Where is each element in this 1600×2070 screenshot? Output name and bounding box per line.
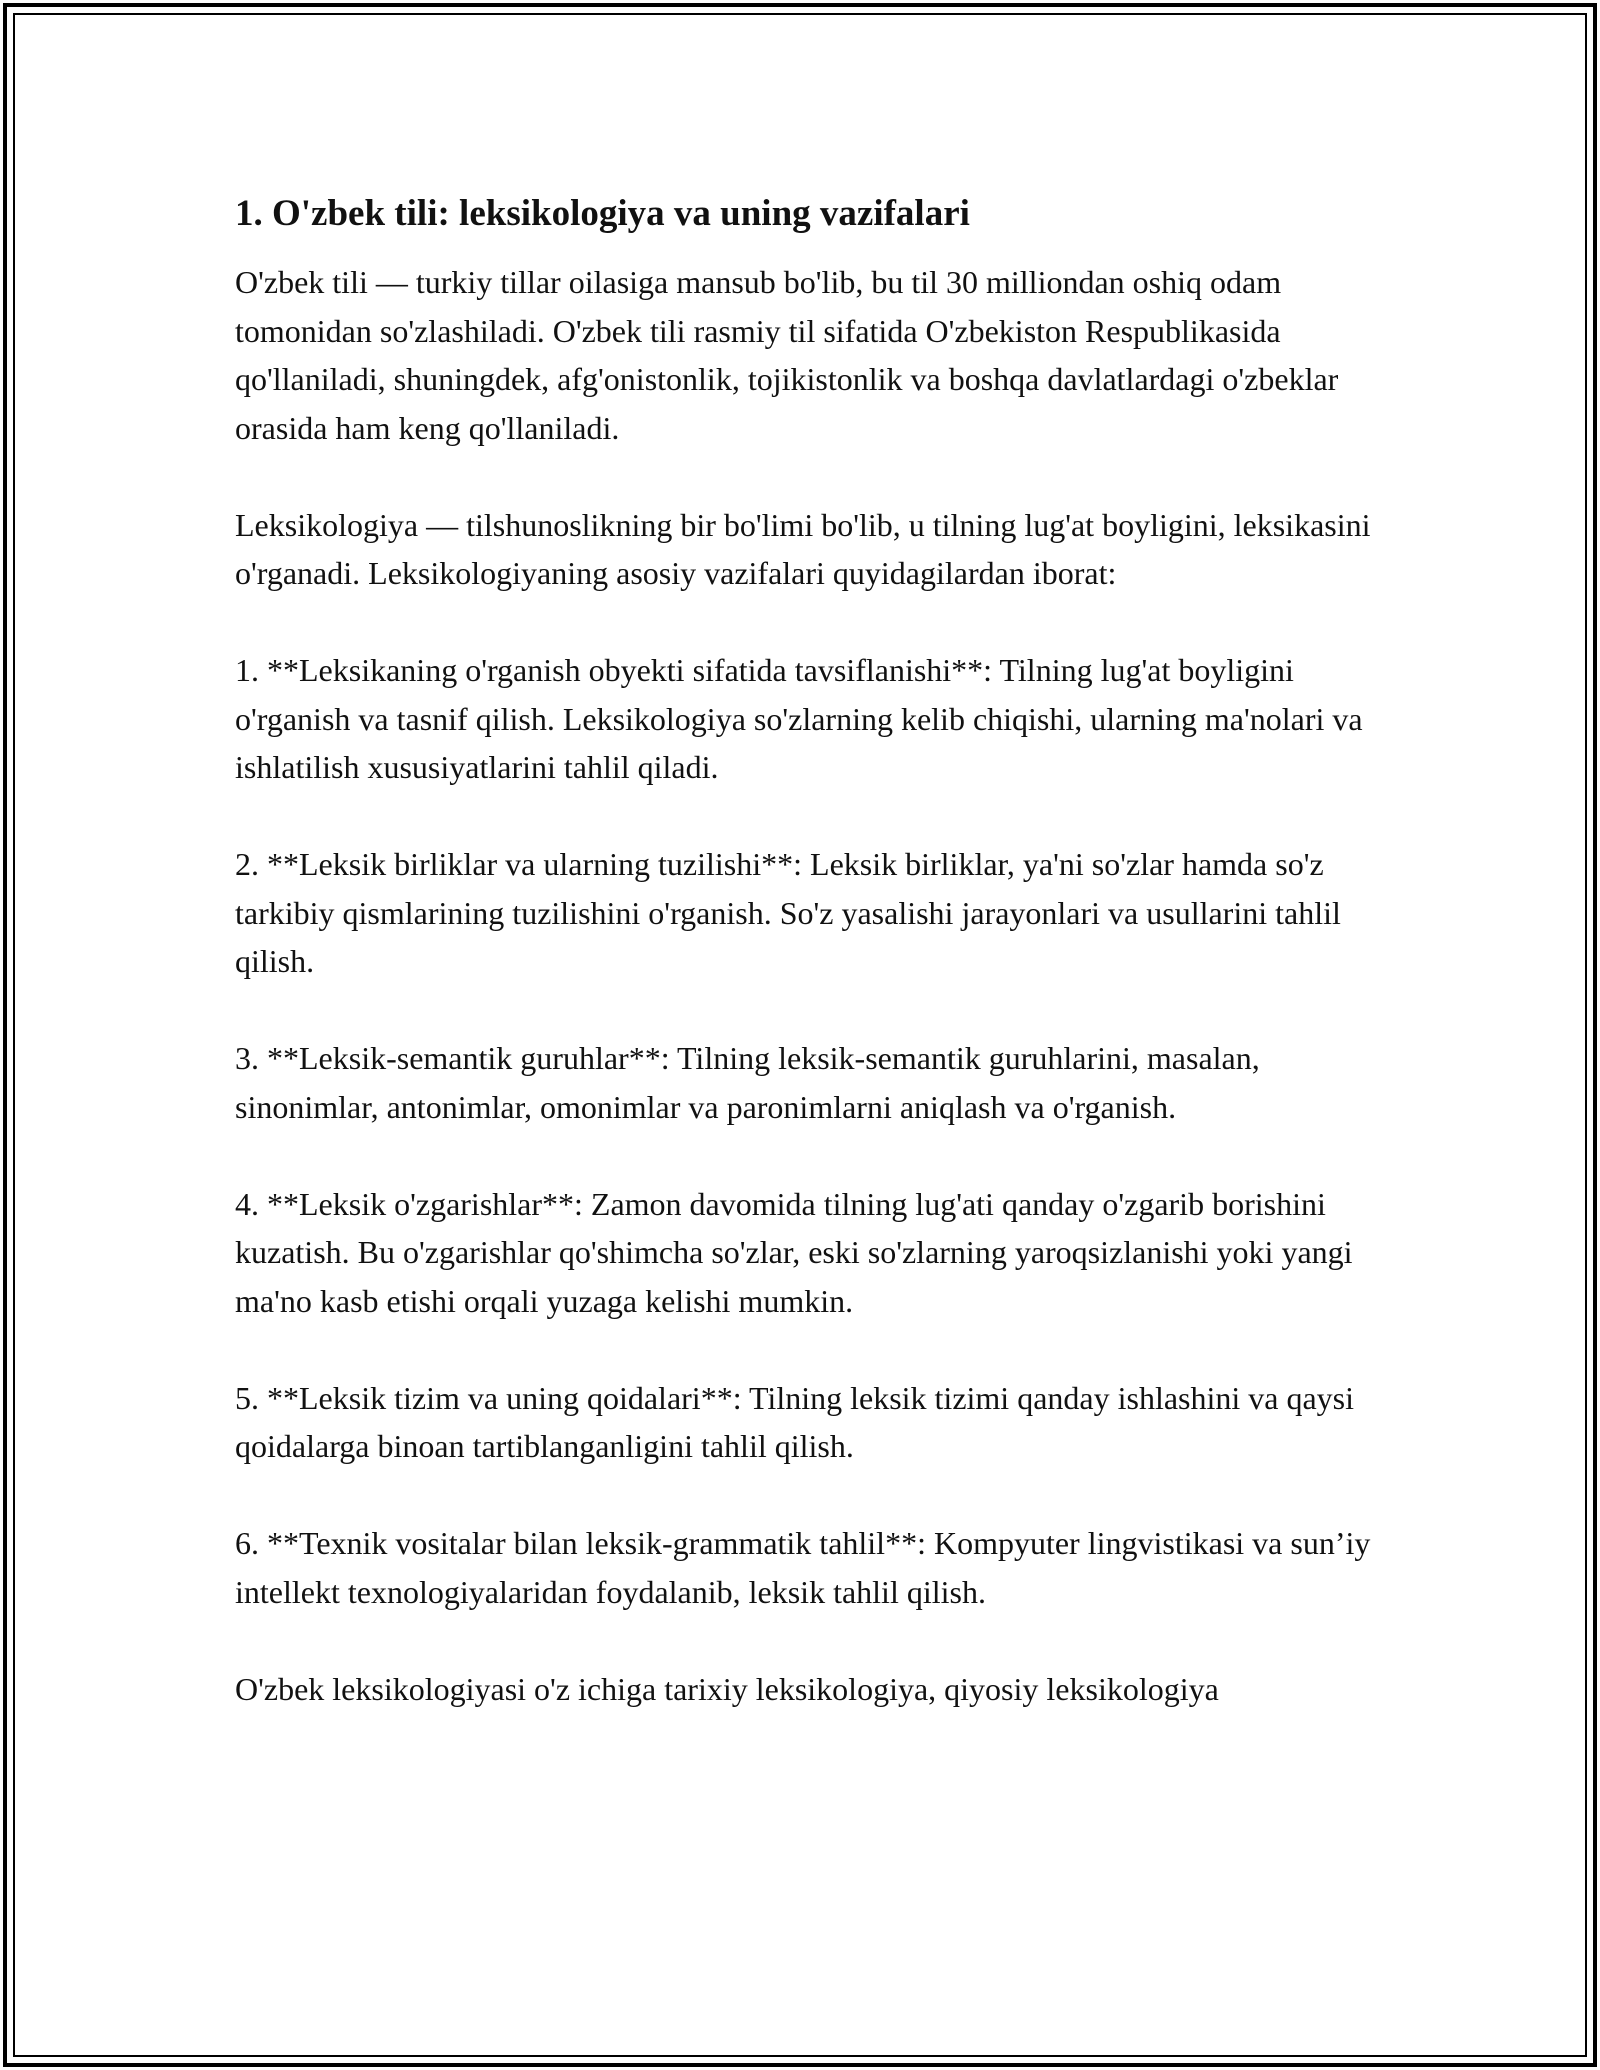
- list-item-1: 1. **Leksikaning o'rganish obyekti sifatida tavsiflanishi**: Tilning lug'at boyligini o'rganish va tasnif qilish. Leksikologiya so'zlarning kelib chiqishi, ularning ma'nolari va ishlatilish xususiyatlarini tahlil qiladi.: [235, 652, 1363, 785]
- document-body: [235, 190, 1395, 1762]
- list-item-4: 4. **Leksik o'zgarishlar**: Zamon davomida tilning lug'ati qanday o'zgarib borishini kuzatish. Bu o'zgarishlar qo'shimcha so'zlar, eski so'zlarning yaroqsizlanishi yoki yangi ma'no kasb etishi orqali yuzaga kelishi mumkin.: [235, 1185, 1353, 1319]
- paragraph-intro: O'zbek tili — turkiy tillar oilasiga mansub bo'lib, bu til 30 milliondan oshiq odam tomonidan so'zlashiladi. O'zbek tili rasmiy til sifatida O'zbekiston Respublikasida qo'llaniladi, shuningdek, afg'onistonlik, tojikistonlik va boshqa davlatlardagi o'zbeklar orasida ham keng qo'llaniladi.: [235, 264, 1339, 446]
- paragraph-lexicology-definition: Leksikologiya — tilshunoslikning bir bo'limi bo'lib, u tilning lug'at boyligini, leksikasini o'rganadi. Leksikologiyaning asosiy vazifalari quyidagilardan iborat:: [235, 506, 1371, 591]
- list-item-2: 2. **Leksik birliklar va ularning tuzilishi**: Leksik birliklar, ya'ni so'zlar hamda so'z tarkibiy qismlarining tuzilishini o'rganish. So'z yasalishi jarayonlari va usullarini tahlil qilish.: [235, 846, 1341, 979]
- section-heading: 1. O'zbek tili: leksikologiya va uning vazifalari: [235, 193, 970, 234]
- paragraph-conclusion: O'zbek leksikologiyasi o'z ichiga tarixiy leksikologiya, qiyosiy leksikologiya: [235, 1670, 1219, 1707]
- list-item-6: 6. **Texnik vositalar bilan leksik-grammatik tahlil**: Kompyuter lingvistikasi va sun’iy intellekt texnologiyalaridan foydalanib, leksik tahlil qilish.: [235, 1525, 1371, 1610]
- list-item-3: 3. **Leksik-semantik guruhlar**: Tilning leksik-semantik guruhlarini, masalan, sinonimlar, antonimlar, omonimlar va paronimlarni aniqlash va o'rganish.: [235, 1040, 1260, 1125]
- list-item-5: 5. **Leksik tizim va uning qoidalari**: Tilning leksik tizimi qanday ishlashini va qaysi qoidalarga binoan tartiblanganligini tahlil qilish.: [235, 1379, 1355, 1464]
